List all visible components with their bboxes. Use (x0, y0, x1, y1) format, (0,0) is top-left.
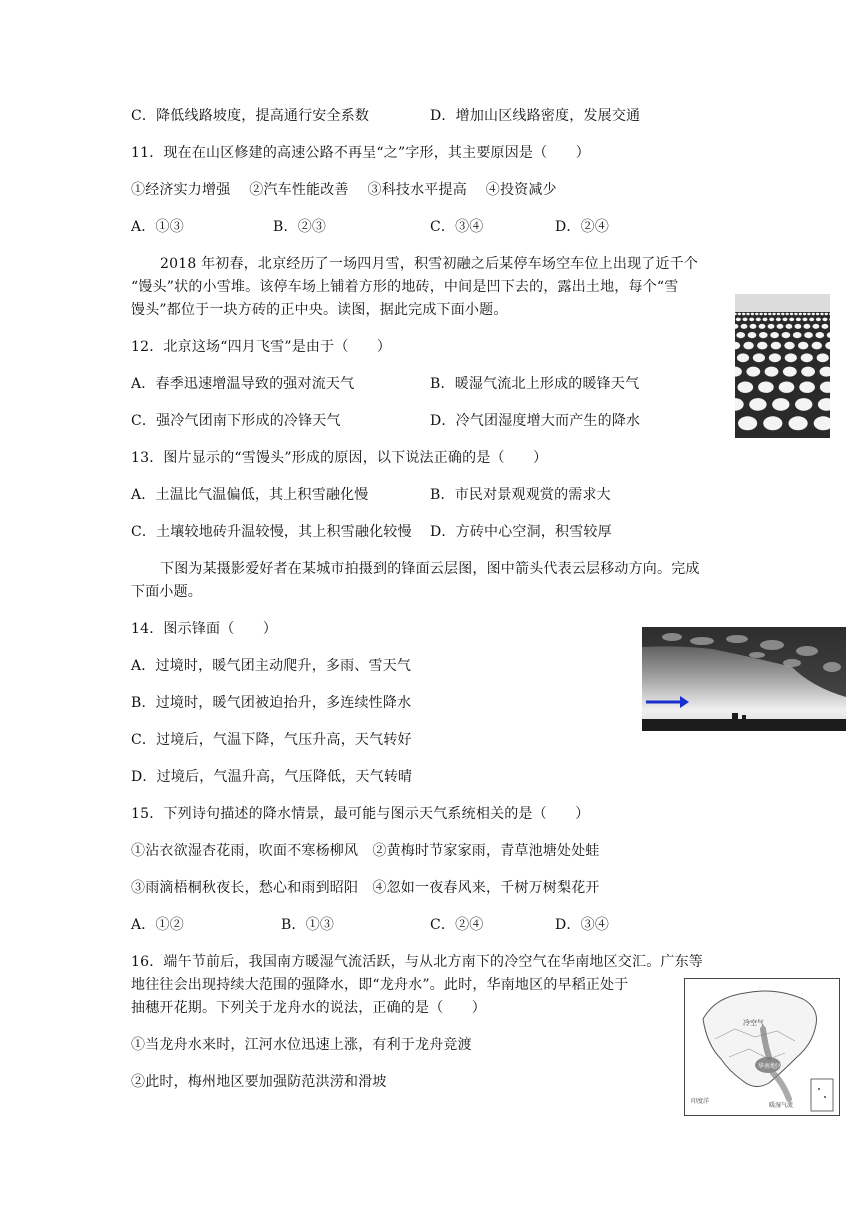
q14-opt-a: A．过境时，暖气团主动爬升，多雨、雪天气 (131, 658, 412, 674)
q15-opt-b: B．①③ (281, 917, 335, 933)
q11-opt-a: A．①③ (131, 219, 184, 235)
q14-opt-d: D．过境后，气温升高，气压降低，天气转晴 (131, 769, 413, 785)
china-map-figure (684, 978, 840, 1116)
q15-items-1: ①沾衣欲湿杏花雨，吹面不寒杨柳风 ②黄梅时节家家雨，青草池塘处处蛙 (131, 843, 600, 859)
q16-item-1: ①当龙舟水来时，江河水位迅速上涨，有利于龙舟竞渡 (131, 1037, 472, 1053)
q13-opt-b: B．市民对景观观赏的需求大 (430, 487, 611, 503)
q15-opt-a: A．①② (131, 917, 184, 933)
q15-items-2: ③雨滴梧桐秋夜长，愁心和雨到昭阳 ④忽如一夜春风来，千树万树梨花开 (131, 880, 600, 896)
q11-opt-b: B．②③ (273, 219, 327, 235)
passage2-l2: 下面小题。 (131, 584, 202, 600)
q12-opt-b: B．暖湿气流北上形成的暖锋天气 (430, 376, 640, 392)
q11-opt-d: D．②④ (555, 219, 610, 235)
q11-opt-c: C．③④ (430, 219, 484, 235)
passage2-l1: 下图为某摄影爱好者在某城市拍摄到的锋面云层图，图中箭头代表云层移动方向。完成 (160, 561, 700, 577)
snow-mounds-photo (735, 294, 830, 438)
q12-opt-a: A．春季迅速增温导致的强对流天气 (131, 376, 355, 392)
q13-stem: 13．图片显示的“雪馒头”形成的原因，以下说法正确的是（ ） (131, 450, 548, 466)
q13-opt-a: A．土温比气温偏低，其上积雪融化慢 (131, 487, 369, 503)
q12-opt-d: D．冷气团湿度增大而产生的降水 (430, 413, 641, 429)
cold-air-label: 冷空气 (743, 1019, 764, 1027)
q11-items: ①经济实力增强 ②汽车性能改善 ③科技水平提高 ④投资减少 (131, 182, 557, 198)
ocean-label: 印度洋 (691, 1098, 710, 1105)
q14-stem: 14．图示锋面（ ） (131, 621, 278, 637)
q15-opt-d: D．③④ (555, 917, 610, 933)
q13-opt-c: C．土壤较地砖升温较慢，其上积雪融化较慢 (131, 524, 412, 540)
passage1-l2: “馒头”状的小雪堆。该停车场上铺着方形的地砖，中间是凹下去的，露出土地，每个“雪 (131, 279, 679, 295)
q10-opt-c: C．降低线路坡度，提高通行安全系数 (131, 108, 370, 124)
q16-stem-l3: 抽穗开花期。下列关于龙舟水的说法，正确的是（ ） (131, 1000, 486, 1016)
front-cloud-photo (642, 627, 846, 731)
q16-item-2: ②此时，梅州地区要加强防范洪涝和滑坡 (131, 1074, 387, 1090)
q14-opt-b: B．过境时，暖气团被迫抬升，多连续性降水 (131, 695, 412, 711)
q12-opt-c: C．强冷气团南下形成的冷锋天气 (131, 413, 341, 429)
q15-stem: 15．下列诗句描述的降水情景，最可能与图示天气系统相关的是（ ） (131, 806, 590, 822)
q16-stem-l2: 地往往会出现持续大范围的强降水，即“龙舟水”。此时，华南地区的早稻正处于 (131, 977, 629, 993)
passage1-l3: 馒头”都位于一块方砖的正中央。读图，据此完成下面小题。 (131, 302, 508, 318)
warm-air-label: 暖湿气流 (769, 1102, 794, 1109)
q10-opt-d: D．增加山区线路密度，发展交通 (430, 108, 641, 124)
q11-stem: 11．现在在山区修建的高速公路不再呈“之”字形，其主要原因是（ ） (131, 145, 590, 161)
q12-stem: 12．北京这场“四月飞雪”是由于（ ） (131, 339, 392, 355)
passage1-l1: 2018 年初春，北京经历了一场四月雪，积雪初融之后某停车场空车位上出现了近千个 (160, 256, 699, 272)
q15-opt-c: C．②④ (430, 917, 484, 933)
q16-stem-l1: 16．端午节前后，我国南方暖湿气流活跃，与从北方南下的冷空气在华南地区交汇。广东等 (131, 954, 704, 970)
south-china-label: 华南地区 (758, 1063, 783, 1070)
q14-opt-c: C．过境后，气温下降，气压升高，天气转好 (131, 732, 412, 748)
q13-opt-d: D．方砖中心空洞，积雪较厚 (430, 524, 612, 540)
